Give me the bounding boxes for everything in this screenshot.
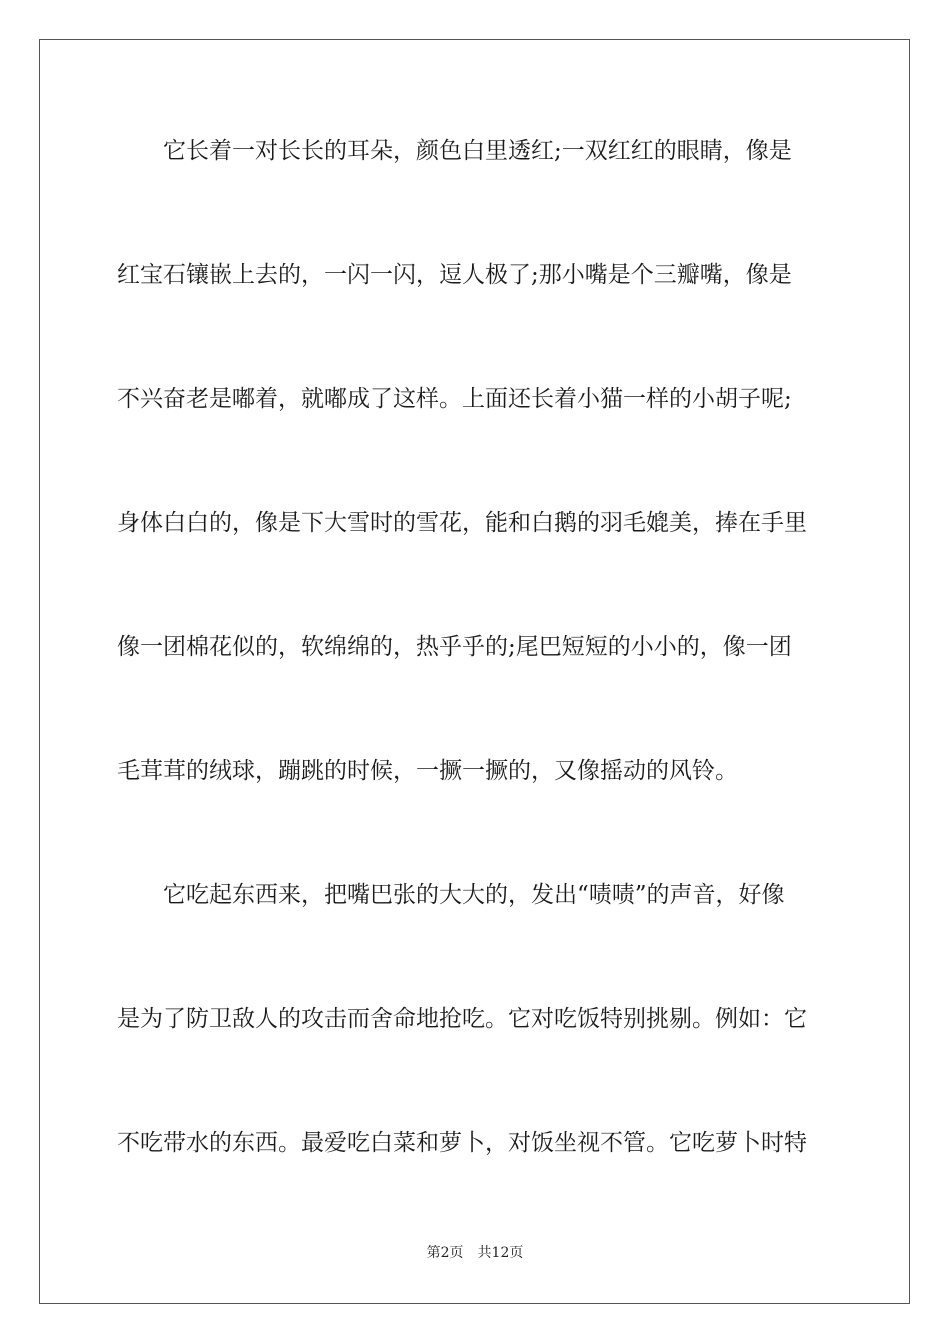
text-line: 是为了防卫敌人的攻击而舍命地抢吃。它对吃饭特别挑剔。例如：它 [117, 1006, 807, 1032]
text-line: 红宝石镶嵌上去的，一闪一闪，逗人极了;那小嘴是个三瓣嘴，像是 [117, 262, 792, 288]
text-line: 像一团棉花似的，软绵绵的，热乎乎的;尾巴短短的小小的，像一团 [117, 634, 792, 660]
page-footer [0, 1244, 950, 1262]
page-border [39, 39, 910, 1304]
page-total: 共12页 [477, 1245, 524, 1261]
text-line: 不兴奋老是嘟着，就嘟成了这样。上面还长着小猫一样的小胡子呢; [117, 386, 792, 412]
text-line: 它吃起东西来，把嘴巴张的大大的，发出“啧啧”的声音，好像 [117, 882, 785, 908]
text-line: 它长着一对长长的耳朵，颜色白里透红;一双红红的眼睛，像是 [117, 138, 792, 164]
text-line: 不吃带水的东西。最爱吃白菜和萝卜，对饭坐视不管。它吃萝卜时特 [117, 1130, 807, 1156]
page-number: 第2页 [426, 1245, 464, 1261]
text-line: 毛茸茸的绒球，蹦跳的时候，一撅一撅的，又像摇动的风铃。 [117, 758, 738, 784]
text-line: 身体白白的，像是下大雪时的雪花，能和白鹅的羽毛媲美，捧在手里 [117, 510, 807, 536]
